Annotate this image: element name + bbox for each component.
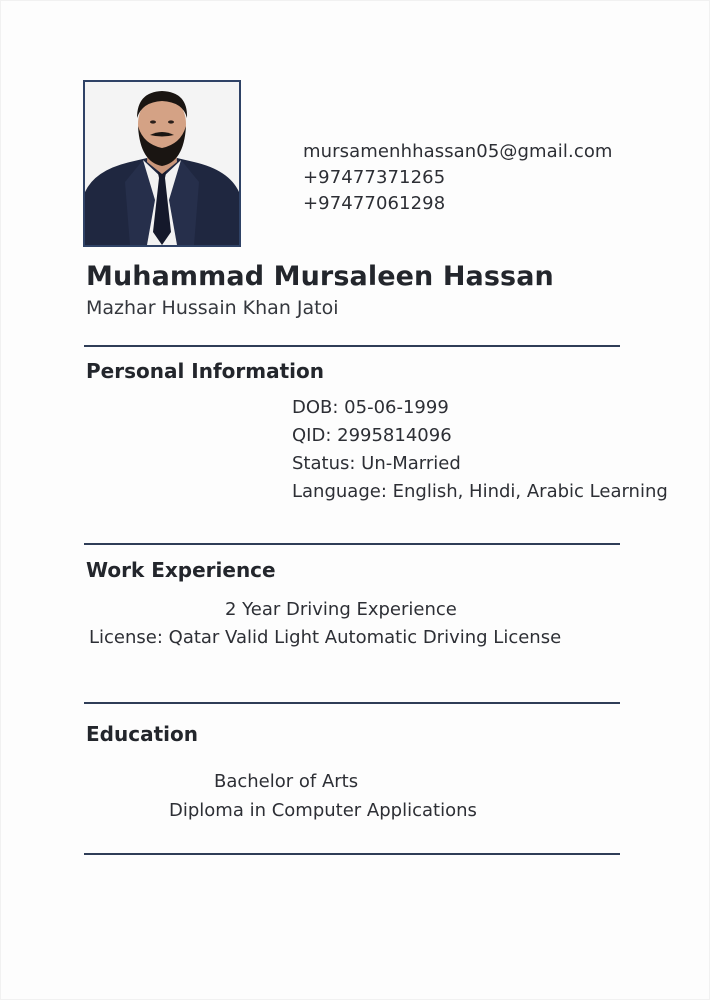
section-title-personal: Personal Information — [86, 359, 324, 383]
degree-text: Bachelor of Arts — [214, 771, 359, 792]
divider-work — [84, 543, 620, 545]
dob-text: DOB: 05-06-1999 — [292, 397, 449, 418]
divider-bottom — [84, 853, 620, 855]
person-portrait-icon — [85, 82, 239, 245]
full-name: Muhammad Mursaleen Hassan — [86, 261, 554, 292]
divider-education — [84, 702, 620, 704]
language-text: Language: English, Hindi, Arabic Learning — [292, 481, 668, 502]
section-title-work: Work Experience — [86, 558, 276, 582]
phone-primary[interactable]: +97477371265 — [303, 167, 446, 188]
email-text[interactable]: mursamenhhassan05@gmail.com — [303, 141, 613, 162]
phone-secondary[interactable]: +97477061298 — [303, 193, 446, 214]
qid-text: QID: 2995814096 — [292, 425, 452, 446]
license-text: License: Qatar Valid Light Automatic Driving License — [89, 627, 562, 648]
status-text: Status: Un-Married — [292, 453, 461, 474]
experience-text: 2 Year Driving Experience — [225, 599, 457, 620]
profile-photo — [83, 80, 241, 247]
contact-block — [303, 139, 613, 217]
diploma-text: Diploma in Computer Applications — [169, 800, 477, 821]
father-name: Mazhar Hussain Khan Jatoi — [86, 297, 339, 319]
divider-personal — [84, 345, 620, 347]
section-title-education: Education — [86, 722, 198, 746]
